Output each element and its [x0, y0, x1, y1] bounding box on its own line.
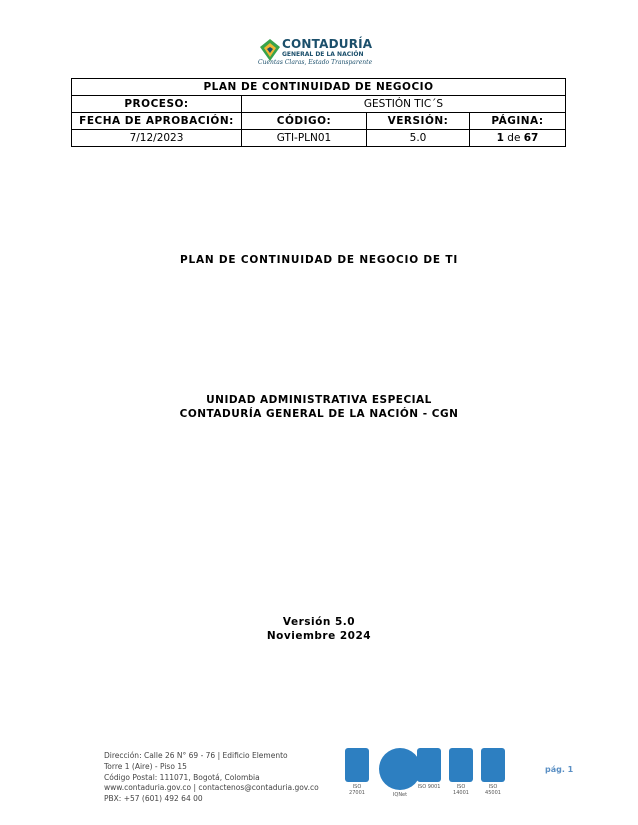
document-date: Noviembre 2024: [266, 630, 372, 642]
footer-line-5: PBX: +57 (601) 492 64 00: [104, 794, 203, 804]
pagina-num: 1: [496, 131, 504, 144]
logo-subtitle: GENERAL DE LA NACIÓN: [282, 51, 364, 58]
footer-line-2: Torre 1 (Aire) - Piso 15: [104, 761, 187, 771]
pagina-total: 67: [523, 131, 539, 144]
cert-seal: [417, 748, 441, 790]
version-block: [0, 615, 638, 643]
proceso-label: PROCESO:: [72, 96, 242, 113]
page-number: pág. 1: [545, 765, 574, 774]
entity-line-2: CONTADURÍA GENERAL DE LA NACIÓN - CGN: [179, 408, 459, 420]
codigo-label: CÓDIGO:: [242, 113, 367, 130]
cert-seal-icon: [481, 748, 505, 782]
pagina-label: PÁGINA:: [470, 113, 566, 130]
document-version: Versión 5.0: [282, 616, 356, 628]
footer-line-4[interactable]: www.contaduria.gov.co | contactenos@contaduria.gov.co: [104, 783, 319, 793]
cert-seal: [379, 748, 421, 798]
logo-name: CONTADURÍA: [282, 37, 373, 51]
cert-seal-icon: [345, 748, 369, 782]
cert-code: ISO 27001: [349, 784, 365, 796]
fecha-label: FECHA DE APROBACIÓN:: [72, 113, 242, 130]
proceso-value: GESTIÓN TIC´S: [242, 96, 566, 113]
iqnet-seal-icon: [379, 748, 421, 790]
footer-line-3: Código Postal: 111071, Bogotá, Colombia: [104, 772, 260, 782]
document-main-title: PLAN DE CONTINUIDAD DE NEGOCIO DE TI: [179, 254, 459, 266]
footer-address: [104, 751, 319, 805]
cert-code: ISO 14001: [453, 784, 469, 796]
logo-tagline: Cuentas Claras, Estado Transparente: [258, 59, 373, 66]
pagina-de: de: [507, 131, 521, 144]
cert-seal: [449, 748, 473, 796]
certification-logos: [345, 748, 505, 804]
cert-seal: [481, 748, 505, 796]
document-header-table: [71, 78, 566, 147]
entity-block: [0, 393, 638, 421]
cert-code: IQNet: [392, 792, 408, 798]
fecha-value: 7/12/2023: [72, 130, 242, 147]
version-value: 5.0: [367, 130, 470, 147]
cert-seal-icon: [449, 748, 473, 782]
codigo-value: GTI-PLN01: [242, 130, 367, 147]
entity-line-1: UNIDAD ADMINISTRATIVA ESPECIAL: [206, 394, 432, 406]
cgn-logo-icon: [260, 39, 280, 61]
cert-seal-icon: [417, 748, 441, 782]
cert-seal: [345, 748, 369, 796]
pagina-value: [470, 130, 566, 147]
header-title: PLAN DE CONTINUIDAD DE NEGOCIO: [72, 79, 566, 96]
cgn-logo: [258, 37, 378, 67]
version-label: VERSIÓN:: [367, 113, 470, 130]
cert-code: ISO 9001: [417, 784, 441, 790]
footer-line-1: Dirección: Calle 26 N° 69 - 76 | Edificio Elemento: [104, 751, 288, 760]
cert-code: ISO 45001: [485, 784, 501, 796]
